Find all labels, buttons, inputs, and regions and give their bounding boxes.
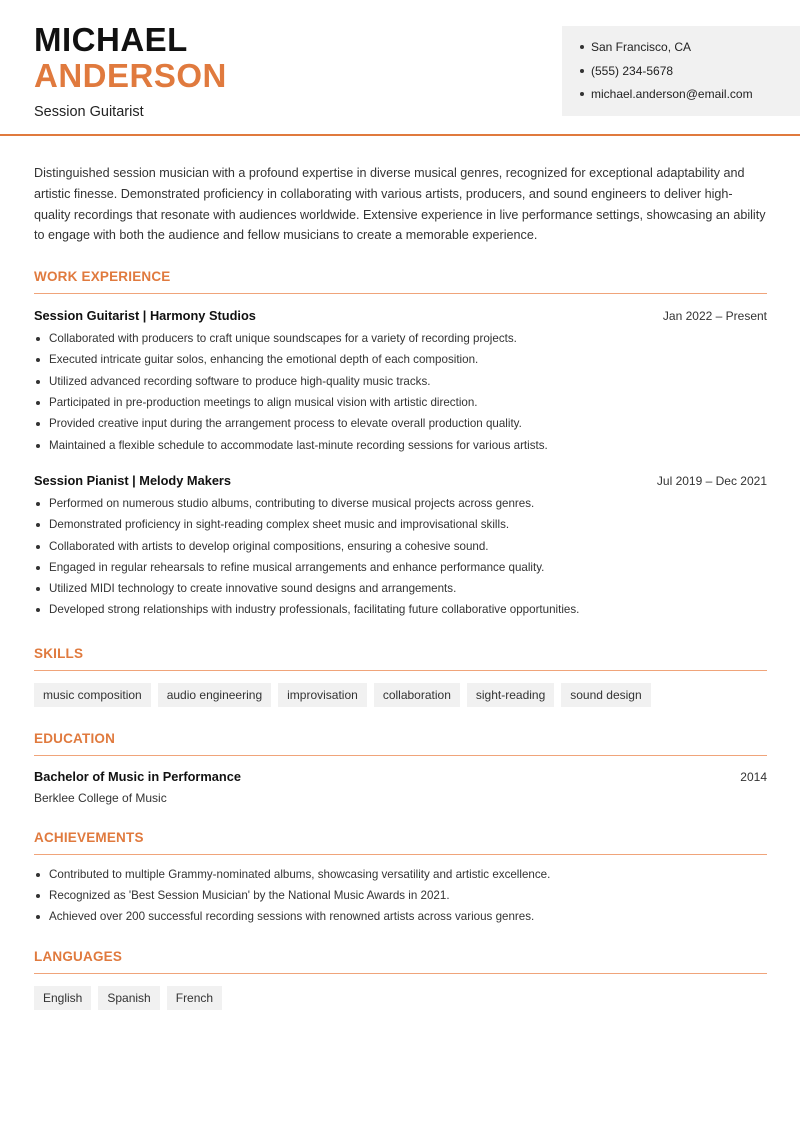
list-item xyxy=(34,539,767,560)
list-item xyxy=(34,395,767,416)
job-dates: Jul 2019 – Dec 2021 xyxy=(656,473,767,488)
bullet-icon xyxy=(36,873,40,877)
list-item-text: Collaborated with producers to craft unique soundscapes for a variety of recording projects. xyxy=(49,332,517,346)
list-item xyxy=(34,909,767,930)
bullet-icon xyxy=(36,545,40,549)
list-item xyxy=(34,517,767,538)
list-item xyxy=(34,416,767,437)
list-item xyxy=(34,352,767,373)
contact-box xyxy=(562,26,800,116)
bullet-icon xyxy=(580,45,584,49)
contact-phone xyxy=(580,62,800,86)
list-item xyxy=(34,581,767,602)
skill-tag: collaboration xyxy=(374,683,460,707)
bullet-icon xyxy=(36,587,40,591)
list-item xyxy=(34,602,767,623)
bullet-icon xyxy=(36,608,40,612)
bullet-icon xyxy=(36,337,40,341)
list-item-text: Demonstrated proficiency in sight-reading complex sheet music and improvisational skills. xyxy=(49,518,510,532)
job-entry xyxy=(34,473,767,624)
list-item-text: Provided creative input during the arrangement process to elevate overall production quality. xyxy=(49,417,522,431)
bullet-icon xyxy=(36,401,40,405)
list-item-text: Utilized advanced recording software to produce high-quality music tracks. xyxy=(49,374,431,388)
bullet-icon xyxy=(580,69,584,73)
name-block xyxy=(34,22,227,120)
section-title-languages: LANGUAGES xyxy=(34,949,767,974)
list-item xyxy=(34,560,767,581)
list-item-text: Utilized MIDI technology to create innovative sound designs and arrangements. xyxy=(49,582,457,596)
achievements-list xyxy=(34,867,767,931)
bullet-icon xyxy=(36,502,40,506)
bullet-icon xyxy=(36,894,40,898)
skill-tag: improvisation xyxy=(278,683,367,707)
contact-location xyxy=(580,38,800,62)
bullet-icon xyxy=(580,92,584,96)
list-item-text: Participated in pre-production meetings to align musical vision with artistic direction. xyxy=(49,396,478,410)
section-title-skills: SKILLS xyxy=(34,646,767,671)
job-dates: Jan 2022 – Present xyxy=(662,309,767,324)
list-item-text: Maintained a flexible schedule to accommodate last-minute recording sessions for various artists. xyxy=(49,438,548,452)
job-bullets xyxy=(34,331,767,459)
skills-tags xyxy=(34,683,767,707)
job-role: Session Pianist | Melody Makers xyxy=(34,472,232,488)
contact-email xyxy=(580,85,800,109)
jobs-list xyxy=(34,308,767,624)
contact-location-text: San Francisco, CA xyxy=(591,40,692,54)
bullet-icon xyxy=(36,422,40,426)
list-item xyxy=(34,888,767,909)
bullet-icon xyxy=(36,566,40,570)
summary: Distinguished session musician with a profound expertise in diverse musical genres, recognized for exceptional adaptability and artistic finesse. Demonstrated proficiency in collaborating with various artists, producers, and sound engineers to deliver high-quality recordings that resonate with audiences worldwide. Extensive experience in live performance settings, showcasing an ability to engage with both the audience and fellow musicians to create a memorable experience. xyxy=(34,166,766,243)
bullet-icon xyxy=(36,523,40,527)
job-role: Session Guitarist | Harmony Studios xyxy=(34,308,256,324)
degree: Bachelor of Music in Performance xyxy=(34,768,241,784)
section-title-education: EDUCATION xyxy=(34,731,767,756)
list-item-text: Recognized as 'Best Session Musician' by the National Music Awards in 2021. xyxy=(49,889,450,903)
bullet-icon xyxy=(36,358,40,362)
language-tag: English xyxy=(34,986,91,1010)
bullet-icon xyxy=(36,915,40,919)
school: Berklee College of Music xyxy=(34,790,167,805)
job-header xyxy=(34,473,767,488)
contact-email-text: michael.anderson@email.com xyxy=(591,87,753,101)
section-title-work: WORK EXPERIENCE xyxy=(34,269,767,294)
list-item-text: Contributed to multiple Grammy-nominated albums, showcasing versatility and artistic excellence. xyxy=(49,867,551,881)
bullet-icon xyxy=(36,444,40,448)
skill-tag: sight-reading xyxy=(467,683,554,707)
list-item-text: Performed on numerous studio albums, contributing to diverse musical projects across genres. xyxy=(49,496,535,510)
resume-content xyxy=(0,163,800,1010)
skill-tag: audio engineering xyxy=(158,683,271,707)
job-entry xyxy=(34,308,767,459)
list-item xyxy=(34,374,767,395)
skill-tag: sound design xyxy=(561,683,650,707)
language-tag: French xyxy=(167,986,222,1010)
job-bullets xyxy=(34,496,767,624)
list-item xyxy=(34,867,767,888)
job-header xyxy=(34,308,767,323)
list-item xyxy=(34,331,767,352)
resume-header xyxy=(0,0,800,136)
list-item-text: Engaged in regular rehearsals to refine musical arrangements and enhance performance quality. xyxy=(49,560,545,574)
list-item-text: Collaborated with artists to develop original compositions, ensuring a cohesive sound. xyxy=(49,539,489,553)
contact-phone-text: (555) 234-5678 xyxy=(591,63,674,78)
list-item xyxy=(34,438,767,459)
languages-tags xyxy=(34,986,767,1010)
bullet-icon xyxy=(36,380,40,384)
language-tag: Spanish xyxy=(98,986,159,1010)
last-name: ANDERSON xyxy=(34,57,227,94)
first-name: MICHAEL xyxy=(34,21,188,58)
list-item-text: Developed strong relationships with industry professionals, facilitating future collaborative opportunities. xyxy=(49,603,580,617)
skill-tag: music composition xyxy=(34,683,151,707)
education-entry xyxy=(34,769,767,784)
job-title: Session Guitarist xyxy=(34,104,144,120)
list-item-text: Executed intricate guitar solos, enhancing the emotional depth of each composition. xyxy=(49,353,479,367)
education-year: 2014 xyxy=(740,769,767,784)
section-title-achievements: ACHIEVEMENTS xyxy=(34,830,767,855)
list-item-text: Achieved over 200 successful recording sessions with renowned artists across various genres. xyxy=(49,910,535,924)
list-item xyxy=(34,496,767,517)
